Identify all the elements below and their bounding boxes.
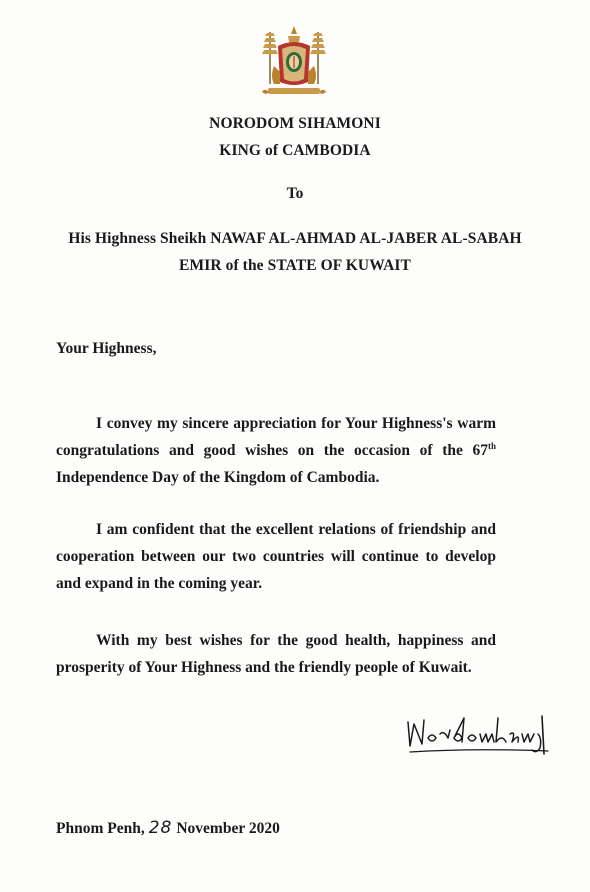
closing-date-line bbox=[56, 818, 280, 838]
recipient-name: His Highness Sheikh NAWAF AL-AHMAD AL-JABER AL-SABAH bbox=[68, 230, 522, 247]
handwritten-day: 28 bbox=[148, 818, 173, 838]
signature-icon bbox=[402, 708, 554, 758]
ordinal-suffix: th bbox=[487, 440, 496, 451]
to-label: To bbox=[286, 185, 304, 202]
closing-place: Phnom Penh, bbox=[56, 820, 145, 837]
sender-name: NORODOM SIHAMONI bbox=[209, 115, 381, 132]
paragraph-relations: I am confident that the excellent relations of friendship and cooperation between our two countries will continue to develop and expand in the coming year. bbox=[56, 521, 496, 592]
sender-title: KING of CAMBODIA bbox=[219, 142, 371, 159]
salutation: Your Highness, bbox=[56, 340, 157, 357]
paragraph-appreciation-text-1: I convey my sincere appreciation for Your Highness's warm congratulations and good wishes on the occasion of the 67 bbox=[56, 415, 496, 459]
paragraph-appreciation bbox=[56, 410, 496, 491]
closing-month-year: November 2020 bbox=[176, 820, 280, 837]
paragraph-wishes: With my best wishes for the good health, happiness and prosperity of Your Highness and the friendly people of Kuwait. bbox=[56, 632, 496, 676]
royal-crest-icon bbox=[258, 22, 330, 102]
recipient-title: EMIR of the STATE OF KUWAIT bbox=[179, 257, 411, 274]
paragraph-appreciation-text-2: Independence Day of the Kingdom of Cambodia. bbox=[56, 469, 380, 486]
